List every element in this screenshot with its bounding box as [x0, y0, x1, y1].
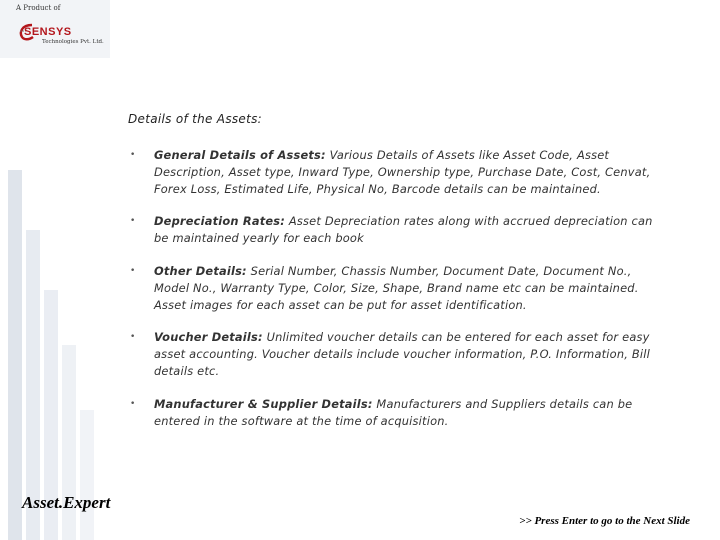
item-label: General Details of Assets: — [154, 148, 326, 162]
list-item — [118, 396, 658, 430]
next-slide-hint[interactable]: >> Press Enter to go to the Next Slide — [519, 515, 690, 527]
item-label: Other Details: — [154, 263, 247, 278]
list-item — [118, 329, 658, 379]
header — [0, 0, 720, 58]
bullet-icon: • — [130, 265, 136, 276]
decorative-bar — [80, 410, 94, 540]
bullet-icon: • — [130, 332, 136, 343]
item-label: Depreciation Rates: — [154, 214, 286, 229]
asset-details-list — [118, 147, 658, 429]
item-text: Asset Depreciation rates along with accrued depreciation can be maintained yearly for each book — [154, 214, 653, 246]
logo-tagline: A Product of — [16, 4, 61, 12]
bullet-icon: • — [130, 398, 136, 409]
section-title: Details of the Assets: — [128, 112, 263, 126]
decorative-bars — [0, 0, 110, 540]
item-text: Various Details of Assets like Asset Code, Asset Description, Asset type, Inward Type, Ownership type, Purchase Date, Cost, Cenvat, Forex Loss, Estimated Life, Physical No, Barcode details can be maintained. — [154, 148, 651, 196]
item-text: Manufacturers and Suppliers details can be entered in the software at the time of acquisition. — [154, 396, 633, 428]
list-item — [118, 263, 658, 313]
logo-subtitle: Technologies Pvt. Ltd. — [42, 39, 104, 45]
bullet-icon: • — [130, 216, 136, 227]
decorative-bar — [8, 170, 22, 540]
bullet-icon: • — [130, 150, 136, 160]
company-logo — [14, 4, 104, 52]
item-label: Voucher Details: — [154, 330, 263, 345]
list-item — [118, 147, 658, 197]
item-text: Unlimited voucher details can be entered for each asset for easy asset accounting. Voucher details include voucher information, P.O. Information, Bill details etc. — [154, 330, 650, 378]
list-item — [118, 213, 658, 247]
logo-mark: SENSYS — [24, 26, 72, 38]
item-label: Manufacturer & Supplier Details: — [154, 396, 373, 411]
item-text: Serial Number, Chassis Number, Document Date, Document No., Model No., Warranty Type, Color, Size, Shape, Brand name etc can be maintained. Asset images for each asset can be put for asset identification. — [154, 263, 639, 312]
product-brand: Asset.Expert — [22, 493, 111, 512]
